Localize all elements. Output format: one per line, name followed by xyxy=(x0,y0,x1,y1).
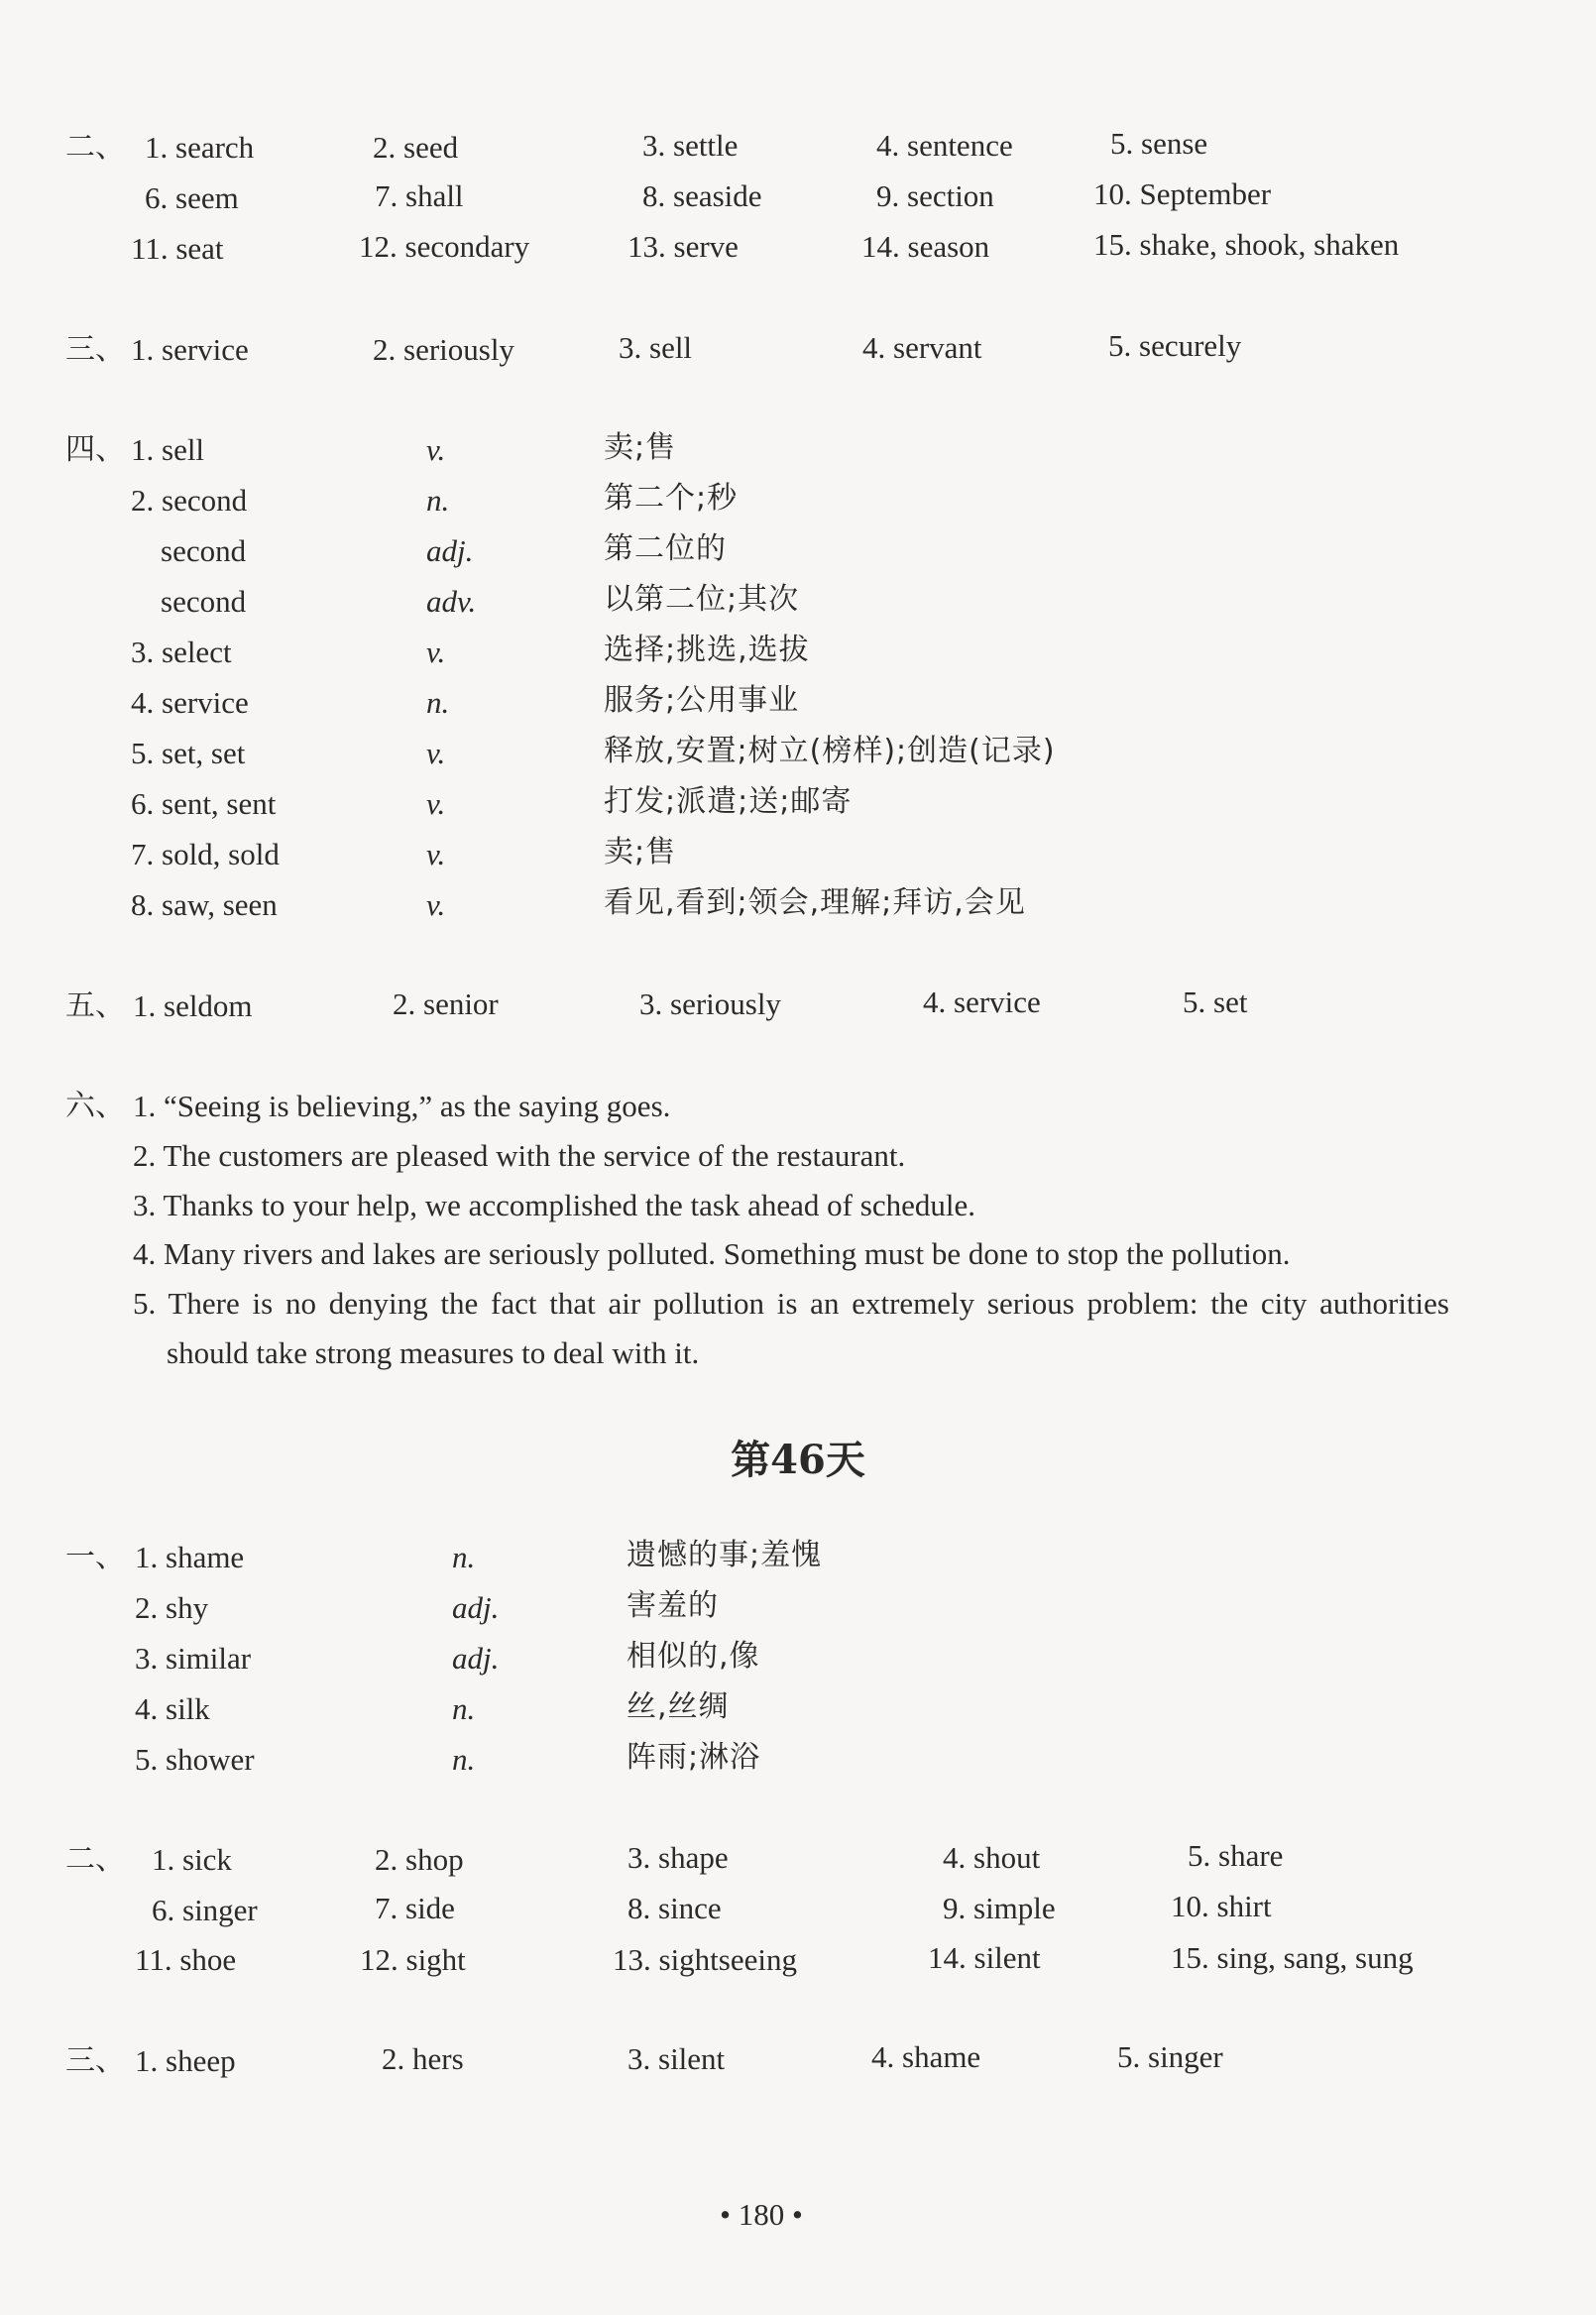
vocab-word: 5. shower xyxy=(135,1742,255,1777)
vocab-word: 4. service xyxy=(131,685,249,720)
page-number: • 180 • xyxy=(720,2197,803,2232)
answer-item: 5. singer xyxy=(1117,2039,1223,2074)
vocab-meaning: 相似的,像 xyxy=(627,1639,760,1674)
vocab-pos: n. xyxy=(426,685,450,720)
answer-item: 6. singer xyxy=(152,1893,258,1927)
vocab-meaning: 卖;售 xyxy=(604,430,677,465)
answer-item: 14. silent xyxy=(928,1940,1041,1975)
vocab-pos: v. xyxy=(426,635,446,669)
vocab-word: 2. shy xyxy=(135,1590,209,1625)
answer-item: 2. seed xyxy=(373,130,459,165)
vocab-pos: v. xyxy=(426,736,446,770)
vocab-pos: adv. xyxy=(426,584,477,619)
vocab-meaning: 第二位的 xyxy=(604,531,727,566)
answer-item: 4. sentence xyxy=(876,128,1013,163)
answer-item: 3. shape xyxy=(627,1840,729,1875)
vocab-word: 6. sent, sent xyxy=(131,786,277,821)
vocab-meaning: 阵雨;淋浴 xyxy=(627,1740,761,1775)
vocab-pos: n. xyxy=(452,1742,476,1777)
answer-item: 5. sense xyxy=(1110,126,1208,161)
vocab-word: 3. similar xyxy=(135,1641,252,1676)
vocab-meaning: 释放,安置;树立(榜样);创造(记录) xyxy=(604,734,1056,768)
vocab-pos: adj. xyxy=(452,1590,500,1625)
section-label: 二、 xyxy=(65,130,125,165)
translation-sentence: 3. Thanks to your help, we accomplished the task ahead of schedule. xyxy=(133,1188,975,1222)
answer-item: 4. service xyxy=(923,984,1041,1019)
answer-item: 8. seaside xyxy=(642,178,762,213)
answer-item: 11. shoe xyxy=(135,1942,237,1977)
translation-sentence xyxy=(133,1279,1449,1378)
answer-item: 13. serve xyxy=(627,229,739,264)
answer-item: 10. September xyxy=(1093,176,1272,211)
vocab-meaning: 看见,看到;领会,理解;拜访,会见 xyxy=(604,885,1026,920)
vocab-pos: n. xyxy=(452,1691,476,1726)
vocab-pos: adj. xyxy=(426,533,474,568)
day-title: 第46天 xyxy=(731,1437,865,1483)
answer-item: 10. shirt xyxy=(1171,1889,1272,1923)
vocab-meaning: 以第二位;其次 xyxy=(604,582,800,617)
vocab-pos: n. xyxy=(452,1540,476,1574)
answer-item: 7. side xyxy=(375,1891,455,1925)
answer-item: 9. section xyxy=(876,178,994,213)
vocab-word: second xyxy=(161,584,247,619)
vocab-pos: n. xyxy=(426,483,450,518)
answer-item: 1. sheep xyxy=(135,2043,236,2078)
answer-item: 14. season xyxy=(861,229,990,264)
translation-sentence: 1. “Seeing is believing,” as the saying goes. xyxy=(133,1089,671,1123)
answer-item: 5. set xyxy=(1183,984,1248,1019)
vocab-word: 8. saw, seen xyxy=(131,887,278,922)
answer-item: 6. seem xyxy=(145,180,239,215)
answer-item: 11. seat xyxy=(131,231,224,266)
answer-item: 1. search xyxy=(145,130,255,165)
answer-item: 2. seriously xyxy=(373,332,514,367)
answer-item: 5. share xyxy=(1188,1838,1284,1873)
translation-sentence: 2. The customers are pleased with the service of the restaurant. xyxy=(133,1138,906,1173)
vocab-pos: v. xyxy=(426,432,446,467)
vocab-meaning: 害羞的 xyxy=(627,1588,719,1623)
answer-item: 2. hers xyxy=(382,2041,464,2076)
vocab-meaning: 丝,丝绸 xyxy=(627,1689,730,1724)
answer-item: 5. securely xyxy=(1108,328,1242,363)
answer-item: 2. shop xyxy=(375,1842,464,1877)
vocab-pos: v. xyxy=(426,887,446,922)
vocab-meaning: 第二个;秒 xyxy=(604,481,739,516)
section-label: 三、 xyxy=(65,332,125,367)
vocab-meaning: 服务;公用事业 xyxy=(604,683,800,718)
vocab-word: 4. silk xyxy=(135,1691,210,1726)
vocab-word: 2. second xyxy=(131,483,248,518)
vocab-pos: adj. xyxy=(452,1641,500,1676)
vocab-word: second xyxy=(161,533,247,568)
vocab-word: 3. select xyxy=(131,635,232,669)
answer-item: 2. senior xyxy=(393,986,499,1021)
section-label: 五、 xyxy=(65,988,125,1023)
vocab-word: 7. sold, sold xyxy=(131,837,280,871)
section-label: 六、 xyxy=(65,1089,125,1123)
section-label: 四、 xyxy=(65,432,125,467)
answer-item: 3. silent xyxy=(627,2041,726,2076)
translation-sentence-text: 5. There is no denying the fact that air pollution is an extremely serious problem: the city authorities should take strong measures to deal with it. xyxy=(133,1286,1449,1370)
answer-item: 15. sing, sang, sung xyxy=(1171,1940,1414,1975)
answer-item: 3. settle xyxy=(642,128,739,163)
answer-item: 12. secondary xyxy=(359,229,530,264)
vocab-meaning: 打发;派遣;送;邮寄 xyxy=(604,784,853,819)
vocab-pos: v. xyxy=(426,786,446,821)
vocab-meaning: 遗憾的事;羞愧 xyxy=(627,1538,823,1572)
section-label: 二、 xyxy=(65,1842,125,1877)
answer-item: 15. shake, shook, shaken xyxy=(1093,227,1400,262)
section-label: 一、 xyxy=(65,1540,125,1574)
answer-item: 12. sight xyxy=(360,1942,466,1977)
vocab-meaning: 选择;挑选,选拔 xyxy=(604,633,810,667)
answer-item: 9. simple xyxy=(943,1891,1056,1925)
answer-item: 4. shame xyxy=(871,2039,981,2074)
answer-item: 1. seldom xyxy=(133,988,253,1023)
answer-item: 1. sick xyxy=(152,1842,232,1877)
answer-item: 4. servant xyxy=(862,330,982,365)
answer-item: 4. shout xyxy=(943,1840,1041,1875)
vocab-word: 1. sell xyxy=(131,432,205,467)
answer-item: 3. sell xyxy=(619,330,693,365)
vocab-pos: v. xyxy=(426,837,446,871)
section-label: 三、 xyxy=(65,2043,125,2078)
vocab-word: 1. shame xyxy=(135,1540,245,1574)
vocab-meaning: 卖;售 xyxy=(604,835,677,869)
answer-item: 13. sightseeing xyxy=(613,1942,797,1977)
answer-item: 1. service xyxy=(131,332,249,367)
answer-item: 3. seriously xyxy=(639,986,781,1021)
translation-sentence: 4. Many rivers and lakes are seriously polluted. Something must be done to stop the pollution. xyxy=(133,1236,1291,1271)
answer-item: 7. shall xyxy=(375,178,464,213)
vocab-word: 5. set, set xyxy=(131,736,246,770)
answer-item: 8. since xyxy=(627,1891,722,1925)
